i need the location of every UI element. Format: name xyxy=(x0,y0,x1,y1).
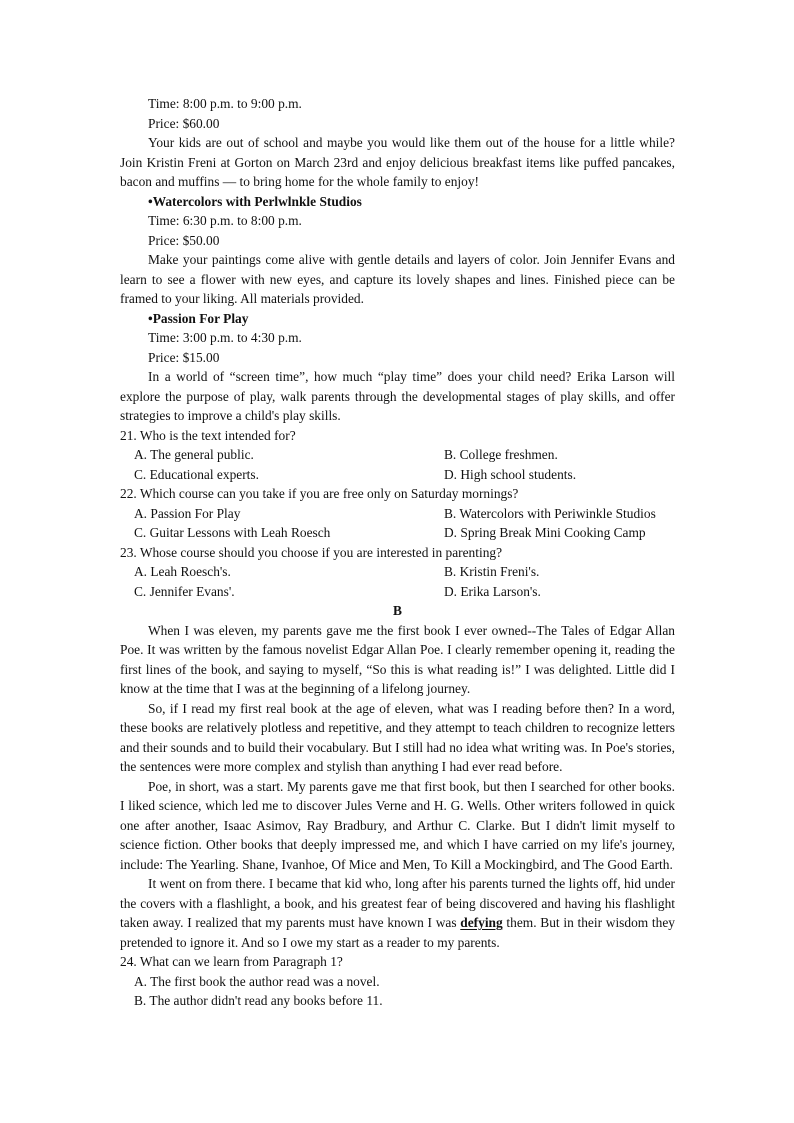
option-c: C. Guitar Lessons with Leah Roesch xyxy=(134,525,331,540)
course-price: Price: $60.00 xyxy=(148,115,220,131)
option-b: B. College freshmen. xyxy=(444,447,558,462)
question-23-options xyxy=(120,562,675,601)
document-page xyxy=(120,94,675,1011)
bullet-icon: • xyxy=(148,310,153,326)
course-time: Time: 8:00 p.m. to 9:00 p.m. xyxy=(148,96,302,111)
question-23-stem: 23. Whose course should you choose if you are interested in parenting? xyxy=(120,544,503,560)
option-a: A. The first book the author read was a novel. xyxy=(134,973,380,989)
paragraph-text: It went on from there. I became that kid who, long after his parents turned the lights off, hid under the covers with a flashlight, a book, and his greatest fear of being discovered and having his flashlight taken away. I realized that my parents must have known I was xyxy=(120,876,675,930)
option-c: C. Jennifer Evans'. xyxy=(134,583,235,599)
option-d: D. High school students. xyxy=(444,466,577,482)
passage-paragraph-1: When I was eleven, my parents gave me the first book I ever owned--The Tales of Edgar Allan Poe. It was written by the famous novelist Edgar Allan Poe. I clearly remember opening it, reading the first lines of the book, and saying to myself, “So this is what reading is!” I was delighted. Little did I know at the time that I was at the beginning of a lifelong journey. xyxy=(120,622,675,696)
question-21-stem: 21. Who is the text intended for? xyxy=(120,427,296,443)
course-title-text: Watercolors with Perlwlnkle Studios xyxy=(152,193,362,209)
question-21-options xyxy=(120,445,675,484)
course-price: Price: $15.00 xyxy=(148,349,220,365)
section-heading: B xyxy=(393,603,402,618)
question-24-stem: 24. What can we learn from Paragraph 1? xyxy=(120,954,343,969)
course-title-text: Passion For Play xyxy=(152,310,249,326)
option-a: A. Leah Roesch's. xyxy=(134,564,231,579)
option-b: B. Kristin Freni's. xyxy=(444,564,540,579)
question-22-options xyxy=(120,504,675,543)
course-description: In a world of “screen time”, how much “play time” does your child need? Erika Larson will explore the purpose of play, walk parents through the developmental stages of play skills, and offer strategies to improve a child's play skills. xyxy=(120,369,675,423)
option-a: A. Passion For Play xyxy=(134,505,241,521)
passage-paragraph-3: Poe, in short, was a start. My parents gave me that first book, but then I searched for other books. I liked science, which led me to discover Jules Verne and H. G. Wells. Other writers followed in quick one after another, Isaac Asimov, Ray Bradbury, and Arthur C. Clarke. But I didn't limit myself to science fiction. Other books that deeply impressed me, and which I have carried on my life's journey, include: The Yearling. Shane, Ivanhoe, Of Mice and Men, To Kill a Mockingbird, and The Good Earth. xyxy=(120,778,675,872)
course-description: Make your paintings come alive with gentle details and layers of color. Join Jennifer Evans and learn to see a flower with new eyes, and capture its lovely shapes and lines. Finished piece can be framed to your liking. All materials provided. xyxy=(120,252,675,306)
option-d: D. Erika Larson's. xyxy=(444,583,541,599)
option-b: B. Watercolors with Periwinkle Studios xyxy=(444,505,656,521)
paragraph-text: them. But in their wisdom they pretended to ignore it. And so I owe my start as a reader to my parents. xyxy=(120,915,675,950)
option-a: A. The general public. xyxy=(134,447,254,462)
option-d: D. Spring Break Mini Cooking Camp xyxy=(444,525,646,540)
passage-paragraph-2: So, if I read my first real book at the age of eleven, what was I reading before then? In a word, these books are relatively plotless and repetitive, and they attempt to teach children to recognize letters and their sounds and to build their vocabulary. But I still had no idea what writing was. In Poe's stories, the sentences were more complex and stylish than anything I had ever read before. xyxy=(120,700,675,774)
passage-paragraph-4 xyxy=(120,874,675,952)
course-price: Price: $50.00 xyxy=(148,232,220,248)
course-title xyxy=(120,309,675,329)
course-description: Your kids are out of school and maybe you would like them out of the house for a little while? Join Kristin Freni at Gorton on March 23rd and enjoy delicious breakfast items like puffed pancakes, bacon and muffins — to bring home for the whole family to enjoy! xyxy=(120,135,675,189)
bullet-icon: • xyxy=(148,193,153,209)
highlighted-keyword: defying xyxy=(460,915,503,930)
question-22-stem: 22. Which course can you take if you are free only on Saturday mornings? xyxy=(120,486,519,501)
course-time: Time: 6:30 p.m. to 8:00 p.m. xyxy=(148,213,302,228)
course-time: Time: 3:00 p.m. to 4:30 p.m. xyxy=(148,330,302,345)
course-title xyxy=(120,192,675,212)
option-b: B. The author didn't read any books before 11. xyxy=(134,993,383,1008)
option-c: C. Educational experts. xyxy=(134,466,259,482)
